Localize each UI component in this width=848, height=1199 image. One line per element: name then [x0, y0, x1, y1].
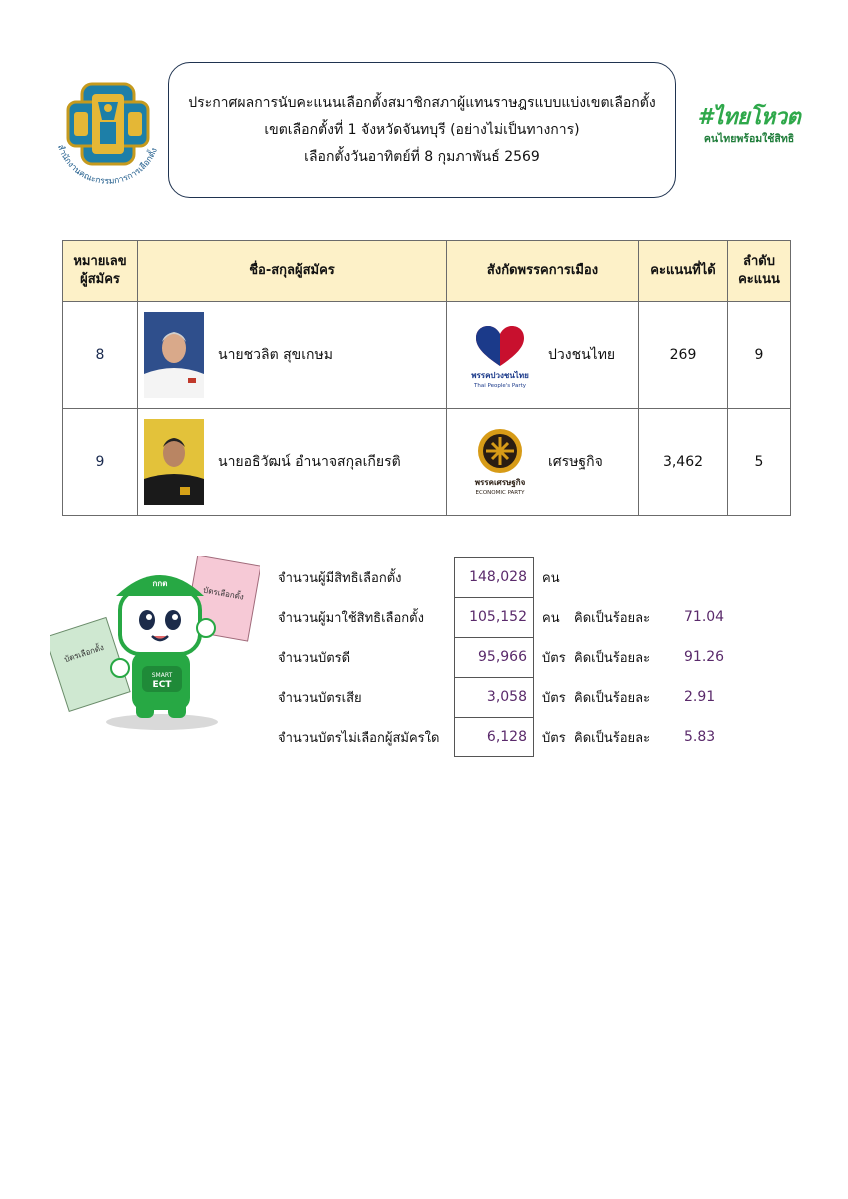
mascot-badge-top: SMART: [151, 672, 173, 679]
ballot-card-left-text: บัตรเลือกตั้ง: [63, 642, 105, 665]
stat-percent-label: คิดเป็นร้อยละ: [574, 650, 651, 666]
stat-unit: คน: [542, 570, 560, 586]
candidate-cell: [138, 409, 447, 516]
ect-mascot-illustration: [50, 556, 260, 736]
stat-value: 148,028: [454, 557, 534, 597]
party-logo-sub: Thai People's Party: [473, 383, 527, 389]
header-rank: ลำดับ คะแนน: [728, 241, 791, 302]
thai-peoples-party-logo: [462, 320, 538, 390]
stat-unit: คน: [542, 610, 560, 626]
candidate-photo: [144, 312, 204, 398]
stat-label: จำนวนบัตรดี: [278, 650, 351, 666]
stat-row-no-vote-ballots: [278, 717, 748, 757]
thai-vote-brand: [686, 104, 812, 146]
header-party: สังกัดพรรคการเมือง: [447, 241, 639, 302]
stat-percent: 5.83: [684, 729, 716, 745]
candidate-cell: [138, 302, 447, 409]
table-header-row: [63, 241, 791, 302]
stat-value: 105,152: [454, 597, 534, 637]
stat-percent-label: คิดเป็นร้อยละ: [574, 730, 651, 746]
candidate-photo: [144, 419, 204, 505]
announcement-date: เลือกตั้งวันอาทิตย์ที่ 8 กุมภาพันธ์ 2569: [304, 149, 540, 165]
party-cell: [447, 409, 639, 516]
stat-label: จำนวนผู้มีสิทธิเลือกตั้ง: [278, 570, 402, 586]
stat-value: 3,058: [454, 677, 534, 717]
ect-emblem-logo: [48, 76, 168, 194]
stat-row-eligible: [278, 557, 748, 597]
brand-hashtag: #ไทยโหวต: [697, 105, 801, 130]
stat-label: จำนวนบัตรไม่เลือกผู้สมัครใด: [278, 730, 440, 746]
results-table: [62, 240, 791, 516]
announcement-title: ประกาศผลการนับคะแนนเลือกตั้งสมาชิกสภาผู้แทนราษฎรแบบแบ่งเขตเลือกตั้ง: [188, 95, 656, 111]
mascot-cap-text: กกต: [152, 579, 168, 588]
table-row: [63, 302, 791, 409]
party-name: ปวงชนไทย: [548, 347, 616, 363]
stat-value: 6,128: [454, 717, 534, 757]
ect-emblem-text: สำนักงานคณะกรรมการการเลือกตั้ง: [54, 143, 160, 187]
stat-value: 95,966: [454, 637, 534, 677]
ballot-card-right-text: บัตรเลือกตั้ง: [202, 585, 245, 602]
party-logo-sub: ECONOMIC PARTY: [475, 490, 525, 496]
announcement-district: เขตเลือกตั้งที่ 1 จังหวัดจันทบุรี (อย่างไม่เป็นทางการ): [264, 122, 580, 138]
stat-percent-label: คิดเป็นร้อยละ: [574, 610, 651, 626]
votes: 269: [639, 302, 728, 409]
stat-row-valid-ballots: [278, 637, 748, 677]
economic-party-logo: [462, 427, 538, 497]
stat-row-turnout: [278, 597, 748, 637]
rank: 9: [728, 302, 791, 409]
candidate-name: นายอธิวัฒน์ อำนาจสกุลเกียรติ: [218, 454, 401, 470]
stat-unit: บัตร: [542, 730, 566, 746]
stat-unit: บัตร: [542, 690, 566, 706]
stat-percent: 71.04: [684, 609, 725, 625]
stat-percent-label: คิดเป็นร้อยละ: [574, 690, 651, 706]
candidate-number: 9: [63, 409, 138, 516]
announcement-box: [168, 62, 676, 198]
stat-label: จำนวนผู้มาใช้สิทธิเลือกตั้ง: [278, 610, 424, 626]
header-candidate-number: หมายเลข ผู้สมัคร: [63, 241, 138, 302]
stat-label: จำนวนบัตรเสีย: [278, 690, 362, 706]
stat-unit: บัตร: [542, 650, 566, 666]
stat-percent: 2.91: [684, 689, 716, 705]
rank: 5: [728, 409, 791, 516]
stat-percent: 91.26: [684, 649, 725, 665]
candidate-name: นายชวลิต สุขเกษม: [218, 347, 333, 363]
table-row: [63, 409, 791, 516]
turnout-statistics: [278, 557, 748, 757]
party-logo-text: พรรคปวงชนไทย: [471, 371, 529, 380]
header-candidate-name: ชื่อ-สกุลผู้สมัคร: [138, 241, 447, 302]
party-cell: [447, 302, 639, 409]
stat-row-invalid-ballots: [278, 677, 748, 717]
mascot-badge: ECT: [152, 680, 172, 690]
party-logo-text: พรรคเศรษฐกิจ: [474, 478, 526, 487]
candidate-number: 8: [63, 302, 138, 409]
party-name: เศรษฐกิจ: [548, 454, 603, 470]
brand-slogan: คนไทยพร้อมใช้สิทธิ: [703, 133, 795, 145]
votes: 3,462: [639, 409, 728, 516]
header-votes: คะแนนที่ได้: [639, 241, 728, 302]
